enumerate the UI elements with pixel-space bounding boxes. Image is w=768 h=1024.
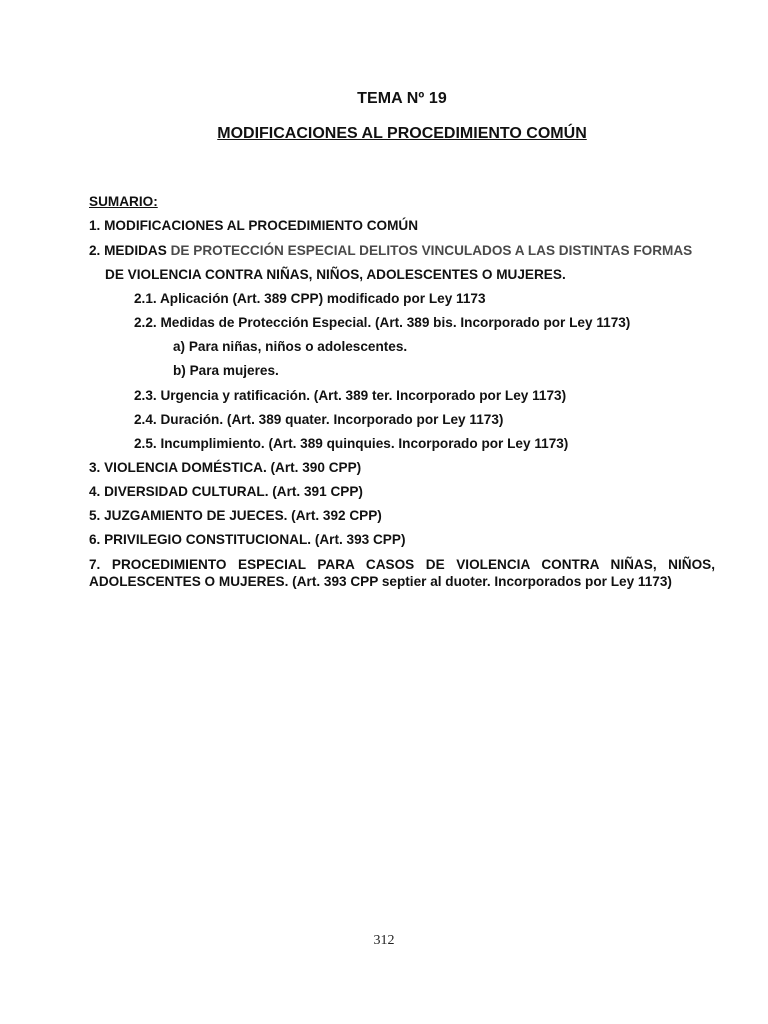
- summary-item-2-2: 2.2. Medidas de Protección Especial. (Art. 389 bis. Incorporado por Ley 1173): [134, 315, 631, 330]
- chapter-subtitle: MODIFICACIONES AL PROCEDIMIENTO COMÚN: [217, 125, 587, 142]
- summary-item-2-rest: DE PROTECCIÓN ESPECIAL DELITOS VINCULADOS A LAS DISTINTAS FORMAS: [166, 243, 693, 258]
- summary-heading: SUMARIO:: [89, 194, 158, 209]
- summary-item-7: 7. PROCEDIMIENTO ESPECIAL PARA CASOS DE VIOLENCIA CONTRA NIÑAS, NIÑOS, ADOLESCENTES O MUJERES. (Art. 393 CPP septier al duoter. Incorporados por Ley 1173): [89, 557, 715, 589]
- summary-item-2-2-a: a) Para niñas, niños o adolescentes.: [173, 339, 408, 354]
- page-number: 312: [373, 933, 395, 948]
- summary-item-2: [89, 242, 692, 259]
- summary-item-2-1: 2.1. Aplicación (Art. 389 CPP) modificado por Ley 1173: [134, 291, 486, 306]
- summary-item-4: 4. DIVERSIDAD CULTURAL. (Art. 391 CPP): [89, 484, 363, 499]
- summary-item-2-lead: 2. MEDIDAS: [89, 243, 167, 258]
- summary-item-3: 3. VIOLENCIA DOMÉSTICA. (Art. 390 CPP): [89, 460, 362, 475]
- summary-item-2-2-b: b) Para mujeres.: [173, 363, 279, 378]
- chapter-title: TEMA Nº 19: [357, 90, 447, 107]
- summary-item-2-5: 2.5. Incumplimiento. (Art. 389 quinquies. Incorporado por Ley 1173): [134, 436, 569, 451]
- summary-item-2-4: 2.4. Duración. (Art. 389 quater. Incorporado por Ley 1173): [134, 412, 504, 427]
- summary-item-6: 6. PRIVILEGIO CONSTITUCIONAL. (Art. 393 CPP): [89, 532, 406, 547]
- summary-item-1: 1. MODIFICACIONES AL PROCEDIMIENTO COMÚN: [89, 218, 419, 233]
- summary-item-2-3: 2.3. Urgencia y ratificación. (Art. 389 ter. Incorporado por Ley 1173): [134, 388, 567, 403]
- summary-item-5: 5. JUZGAMIENTO DE JUECES. (Art. 392 CPP): [89, 508, 382, 523]
- summary-item-2-continuation: DE VIOLENCIA CONTRA NIÑAS, NIÑOS, ADOLESCENTES O MUJERES.: [105, 267, 566, 282]
